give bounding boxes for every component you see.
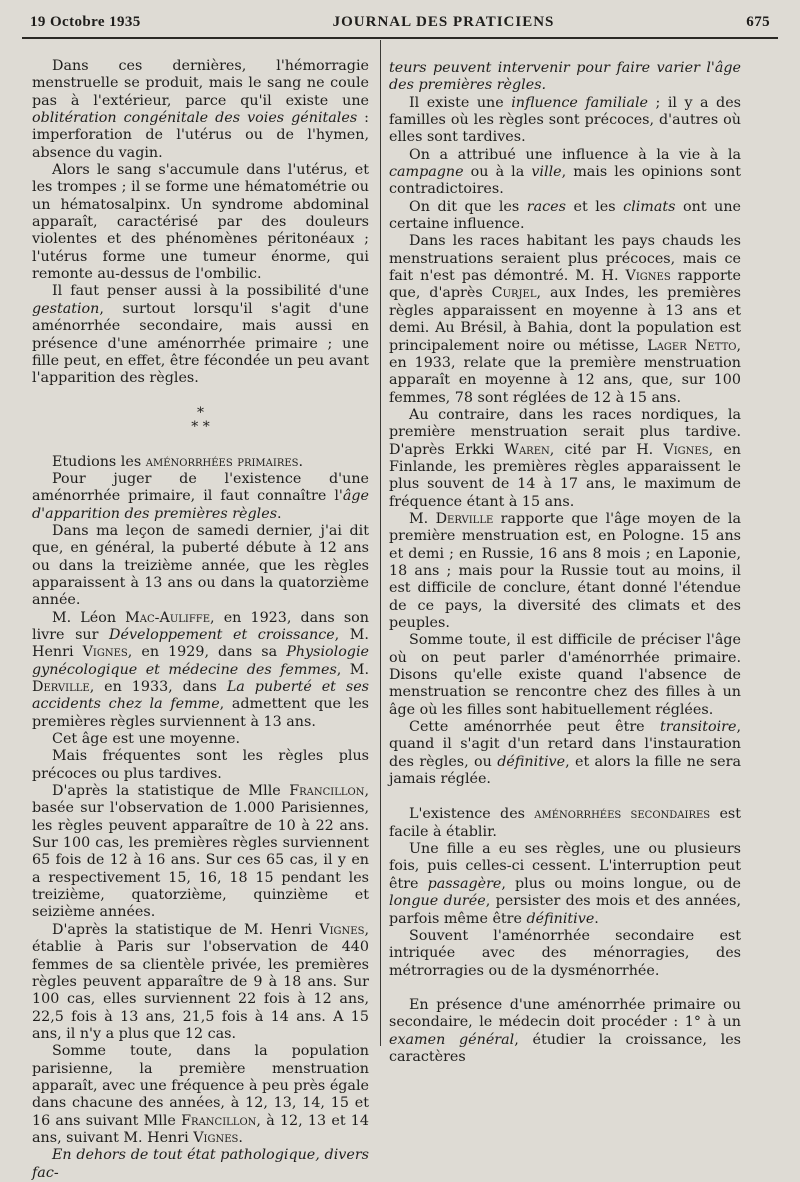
journal-title: JOURNAL DES PRATICIENS bbox=[332, 14, 555, 30]
page-number: 675 bbox=[746, 14, 770, 30]
column-divider bbox=[380, 40, 381, 1046]
spacer bbox=[389, 788, 741, 806]
paragraph: Somme toute, dans la population parisienne, la première menstruation apparaît, avec une fréquence à peu près égale dans chacune des années, à 12, 13, 14, 15 et 16 ans suivant Mlle Francillon, à 12, 13 et 14 ans, suivant M. Henri Vignes. bbox=[32, 1043, 369, 1146]
paragraph: Dans ces dernières, l'hémorragie menstruelle se produit, mais le sang ne coule pas à l'extérieur, parce qu'il existe une oblitération congénitale des voies génitales : imperforation de l'utérus ou de l'hymen, absence du vagin. bbox=[32, 58, 369, 161]
paragraph: En présence d'une aménorrhée primaire ou secondaire, le médecin doit procéder : 1° à un examen général, étudier la croissance, les caractères bbox=[389, 996, 742, 1065]
paragraph: L'existence des aménorrhées secondaires est facile à établir. bbox=[389, 806, 741, 840]
header-rule bbox=[22, 37, 778, 39]
left-column bbox=[32, 58, 369, 1182]
paragraph: En dehors de tout état pathologique, divers fac- bbox=[32, 1147, 369, 1181]
section-separator: * * * bbox=[191, 404, 210, 435]
paragraph: Dans les races habitant les pays chauds les menstruations seraient plus précoces, mais ce fait n'est pas démontré. M. H. Vignes rapporte que, d'après Curjel, aux Indes, les premières règles apparaissent en moyenne à 13 ans et demi. Au Brésil, à Bahia, dont la population est principalement noire ou métisse, Lager Netto, en 1933, relate que la première menstruation apparaît en moyenne à 12 ans, que, sur 100 femmes, 78 sont réglées de 12 à 15 ans. bbox=[389, 233, 741, 406]
running-header bbox=[30, 14, 770, 36]
paragraph: On dit que les races et les climats ont une certaine influence. bbox=[389, 198, 741, 233]
paragraph: Une fille a eu ses règles, une ou plusieurs fois, puis celles-ci cessent. L'interruption peut être passagère, plus ou moins longue, ou de longue durée, persister des mois et des années, parfois même être définitive. bbox=[389, 841, 742, 927]
paragraph: Etudions les aménorrhées primaires. bbox=[52, 453, 304, 470]
paragraph: teurs peuvent intervenir pour faire varier l'âge des premières règles. bbox=[389, 60, 741, 94]
paragraph: On a attribué une influence à la vie à la campagne ou à la ville, mais les opinions sont contradictoires. bbox=[389, 146, 741, 198]
paragraph: Alors le sang s'accumule dans l'utérus, et les trompes ; il se forme une hématométrie ou un hématosalpinx. Un syndrome abdominal apparaît, caractérisé par des douleurs violentes et des phénomènes péritonéaux ; l'utérus forme une tumeur énorme, qui remonte au-dessus de l'ombilic. bbox=[32, 162, 369, 283]
paragraph: Cette aménorrhée peut être transitoire, quand il s'agit d'un retard dans l'instauration des règles, ou définitive, et alors la fille ne sera jamais réglée. bbox=[389, 719, 741, 788]
paragraph: Pour juger de l'existence d'une aménorrhée primaire, il faut connaître l'âge d'apparition des premières règles. bbox=[32, 470, 369, 522]
spacer bbox=[389, 980, 741, 997]
header-date: 19 Octobre 1935 bbox=[30, 14, 141, 30]
paragraph: Dans ma leçon de samedi dernier, j'ai dit que, en général, la puberté débute à 12 ans ou dans la treizième année, que les règles apparaissent à 13 ans ou dans la quatorzième année. bbox=[32, 522, 369, 609]
paragraph: Souvent l'aménorrhée secondaire est intriquée avec des ménorragies, des métrorragies ou de la dysménorrhée. bbox=[389, 927, 741, 979]
paragraph: Au contraire, dans les races nordiques, la première menstruation serait plus tardive. D'après Erkki Waren, cité par H. Vignes, en Finlande, les premières règles apparaissent le plus souvent de 14 à 17 ans, le maximum de fréquence étant à 15 ans. bbox=[389, 406, 741, 510]
paragraph: Cet âge est une moyenne. bbox=[52, 731, 241, 748]
paragraph: Mais fréquentes sont les règles plus précoces ou plus tardives. bbox=[32, 748, 369, 782]
right-column bbox=[389, 60, 741, 1066]
paragraph: M. Léon Mac-Auliffe, en 1923, dans son livre sur Développement et croissance, M. Henri Vignes, en 1929, dans sa Physiologie gynécologique et médecine des femmes, M. Derville, en 1933, dans La puberté et ses accidents chez la femme, admettent que les premières règles surviennent à 13 ans. bbox=[32, 609, 369, 730]
paragraph: D'après la statistique de M. Henri Vignes, établie à Paris sur l'observation de 440 femmes de sa clientèle privée, les premières règles peuvent apparaître de 9 à 18 ans. Sur 100 cas, elles surviennent 22 fois à 12 ans, 22,5 fois à 13 ans, 21,5 fois à 14 ans. A 15 ans, il n'y a plus que 12 cas. bbox=[32, 921, 369, 1042]
paragraph: Il existe une influence familiale ; il y a des familles où les règles sont précoces, d'autres où elles sont tardives. bbox=[389, 94, 741, 146]
paragraph: M. Derville rapporte que l'âge moyen de la première menstruation est, en Pologne. 15 ans et demi ; en Russie, 16 ans 8 mois ; en Laponie, 18 ans ; mais pour la Russie tout au moins, il est difficile de conclure, étant donné l'étendue de ce pays, la diversité des climats et des peuples. bbox=[389, 510, 741, 631]
paragraph: Il faut penser aussi à la possibilité d'une gestation, surtout lorsqu'il s'agit d'une aménorrhée secondaire, mais aussi en présence d'une aménorrhée primaire ; une fille peut, en effet, être fécondée un peu avant l'apparition des règles. bbox=[32, 283, 369, 387]
paragraph: Somme toute, il est difficile de préciser l'âge où on peut parler d'aménorrhée primaire. Disons qu'elle existe quand l'absence de menstruation se rencontre chez des filles à un âge où les filles sont habituellement réglées. bbox=[389, 632, 741, 718]
paragraph: D'après la statistique de Mlle Francillon, basée sur l'observation de 1.000 Parisiennes, les règles peuvent apparaître de 10 à 22 ans. Sur 100 cas, les premières règles surviennent 65 fois de 12 à 16 ans. Sur ces 65 cas, il y en a respectivement 15, 16, 18 15 pendant les treizième, quatorzième, quinzième et seizième années. bbox=[32, 783, 369, 921]
